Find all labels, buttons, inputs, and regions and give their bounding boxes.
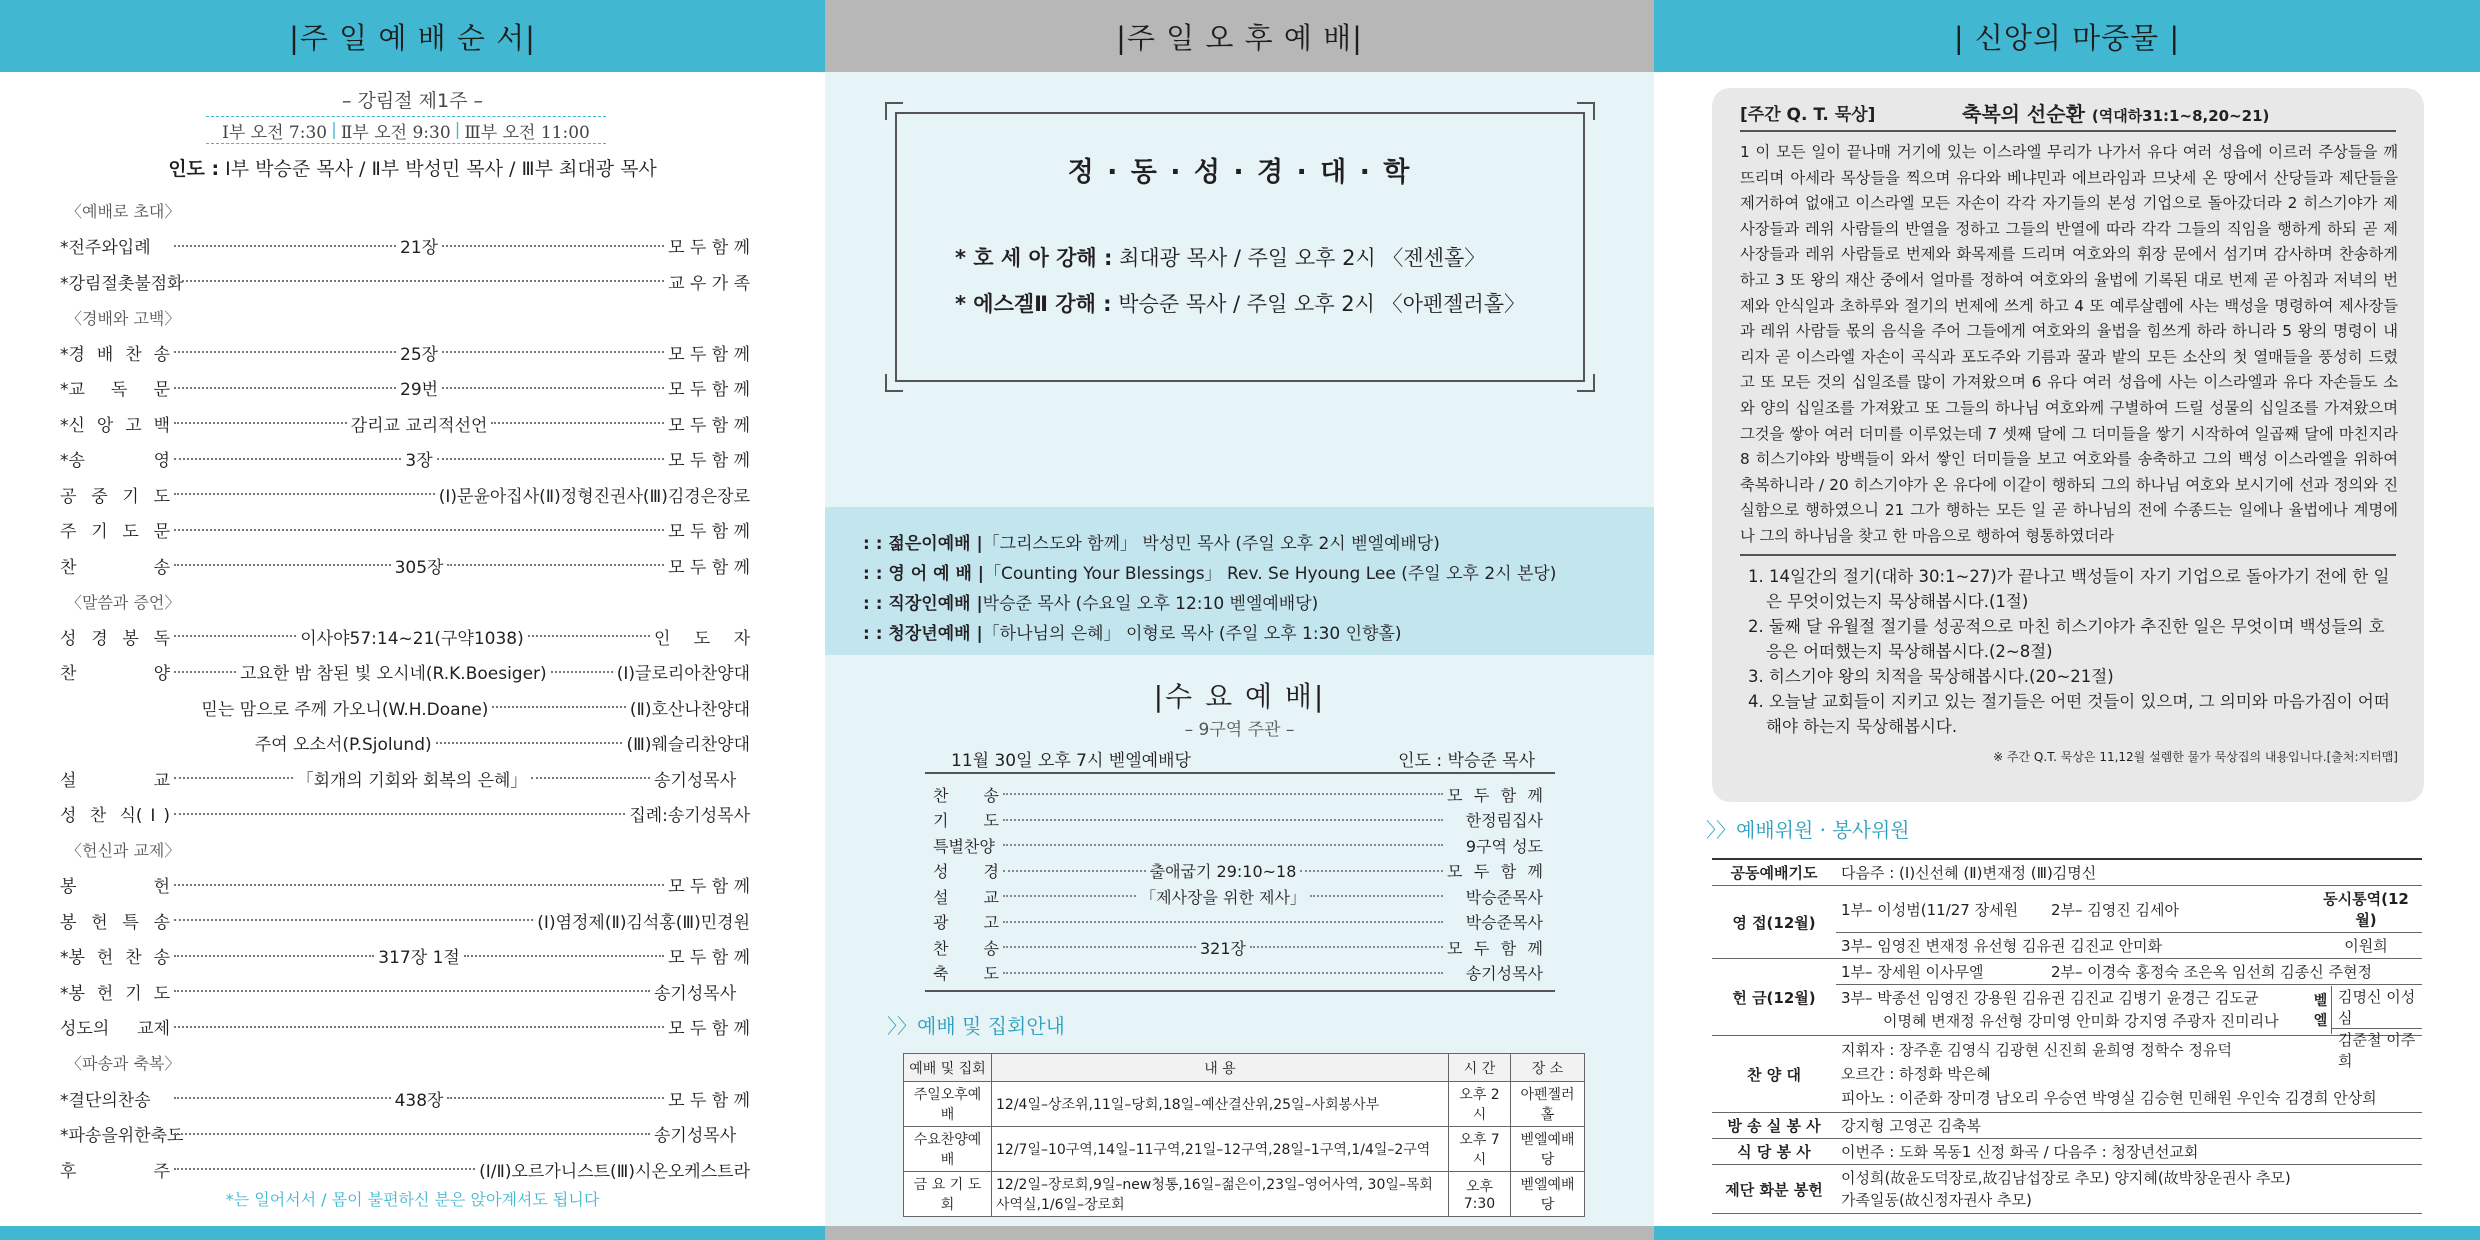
wednesday-item-performer: 한정림집사 xyxy=(1465,811,1543,830)
wednesday-row xyxy=(933,961,1543,985)
order-item-label: 성도의 교제 xyxy=(60,1019,170,1040)
wednesday-item-label: 특별찬양 xyxy=(933,836,995,856)
info-cell: 오후7:30 xyxy=(1449,1172,1511,1217)
order-section-label: 〈경배와 고백〉 xyxy=(66,308,181,328)
servant-key: 식 당 봉 사 xyxy=(1712,1139,1836,1165)
order-item-performer: (Ⅲ)웨슬리찬양대 xyxy=(626,735,751,756)
info-cell: 벧엘예배당 xyxy=(1511,1172,1585,1217)
order-item-performer: 집례:송기성목사 xyxy=(629,806,750,827)
standing-note: *는 일어서서 / 몸이 불편하신 분은 앉아계셔도 됩니다 xyxy=(225,1190,600,1209)
order-item-label: 설 교 xyxy=(60,770,170,791)
wednesday-item-performer: 모 두 함 께 xyxy=(1447,862,1544,881)
service-leaders: 인도 : Ⅰ부 박승준 목사 / Ⅱ부 박성민 목사 / Ⅲ부 최대광 목사 xyxy=(168,158,657,180)
wednesday-date: 11월 30일 오후 7시 벧엘예배당 xyxy=(951,751,1191,771)
info-header-event: 예배 및 집회 xyxy=(904,1054,992,1082)
order-section-label: 〈예배로 초대〉 xyxy=(66,202,181,221)
service-time-3: Ⅲ부 오전 11:00 xyxy=(464,122,590,143)
faith-panel xyxy=(1654,0,2480,1240)
order-item-detail: 21장 xyxy=(400,238,439,259)
order-item-performer: 모 두 함 께 xyxy=(668,415,750,436)
info-cell: 12/4일–상조위,11일–당회,18일–예산결산위,25일–사회봉사부 xyxy=(992,1082,1449,1127)
worship-order-panel xyxy=(0,0,825,1240)
info-cell: 주일오후예배 xyxy=(904,1082,992,1127)
qt-label: [주간 Q. T. 묵상] xyxy=(1740,105,1876,125)
afternoon-worship-panel xyxy=(825,0,1654,1240)
service-adults: : : 청장년예배 |「하나님의 은혜」 이형로 목사 (주일 오후 1:30 인향홀) xyxy=(863,624,1402,644)
order-item-label: *신 앙 고 백 xyxy=(60,415,170,436)
order-item-label: 후 주 xyxy=(60,1161,170,1182)
order-item-detail: 25장 xyxy=(400,344,439,365)
info-cell: 금 요 기 도 회 xyxy=(904,1172,992,1217)
order-item-label: *교 독 문 xyxy=(60,380,170,401)
info-row xyxy=(904,1082,1585,1127)
order-item-detail: 주여 오소서(P.Sjolund) xyxy=(254,735,432,756)
order-item-performer: 인 도 자 xyxy=(654,628,751,649)
info-header-place: 장 소 xyxy=(1511,1054,1585,1082)
bible-college-title: 정 · 동 · 성 · 경 · 대 · 학 xyxy=(825,150,1654,189)
info-cell: 오후 7시 xyxy=(1449,1127,1511,1172)
wednesday-item-label: 축 도 xyxy=(933,964,999,983)
wednesday-item-label: 찬 송 xyxy=(933,938,999,958)
order-item-performer: 모 두 함 께 xyxy=(668,948,751,969)
order-item-label: 주 기 도 문 xyxy=(60,522,170,543)
order-item-detail: 3장 xyxy=(405,451,433,472)
order-section-label: 〈말씀과 증언〉 xyxy=(66,592,181,612)
order-row xyxy=(60,693,750,721)
info-cell: 아펜젤러홀 xyxy=(1511,1082,1585,1127)
info-cell: 오후 2시 xyxy=(1449,1082,1511,1127)
info-header-time: 시 간 xyxy=(1449,1054,1511,1082)
order-item-performer: 모 두 함 께 xyxy=(668,451,750,472)
wednesday-row xyxy=(933,859,1543,883)
order-item-label: *강림절촛불점화 xyxy=(60,273,184,294)
order-row xyxy=(60,445,750,473)
servant-key: 방 송 실 봉 사 xyxy=(1712,1113,1836,1139)
service-times: Ⅰ부 오전 7:30 | Ⅱ부 오전 9:30 | Ⅲ부 오전 11:00 xyxy=(206,116,606,144)
order-item-detail: 「회개의 기회와 회복의 은혜」 xyxy=(296,770,528,791)
order-item-performer: 모 두 함 께 xyxy=(668,1090,750,1111)
order-item-performer: 모 두 함 께 xyxy=(668,238,750,259)
order-item-performer: 모 두 함 께 xyxy=(668,344,750,365)
order-item-performer: 송기성목사 xyxy=(654,770,737,791)
afternoon-services-band xyxy=(825,507,1654,655)
wednesday-item-performer: 9구역 성도 xyxy=(1465,836,1543,856)
wednesday-item-detail: 출애굽기 29:10~18 xyxy=(1149,862,1297,881)
order-item-performer: (Ⅰ)염정제(Ⅱ)김석홍(Ⅲ)민경원 xyxy=(537,912,750,933)
afternoon-worship-header: |주 일 오 후 예 배| xyxy=(825,0,1654,72)
wednesday-row xyxy=(933,935,1543,959)
info-cell: 12/2일–장로회,9일–new청통,16일–젊은이,23일–영어사역, 30일–목회사역실,1/6일–장로회 xyxy=(992,1172,1449,1217)
qt-question: 3. 히스기야 왕의 치적을 묵상해봅시다.(20~21절) xyxy=(1748,667,2114,686)
wednesday-item-performer: 송기성목사 xyxy=(1465,964,1543,983)
order-item-label: *봉 헌 찬 송 xyxy=(60,948,170,969)
order-row xyxy=(60,729,750,757)
qt-box xyxy=(1712,88,2424,802)
order-item-performer: (Ⅰ/Ⅱ)오르가니스트(Ⅲ)시온오케스트라 xyxy=(479,1161,750,1182)
order-item-label: 공 중 기 도 xyxy=(60,486,170,507)
info-cell: 12/7일–10구역,14일–11구역,21일–12구역,28일–1구역,1/4일–2구역 xyxy=(992,1127,1449,1172)
order-row xyxy=(60,516,750,544)
order-item-label: *결단의찬송 xyxy=(60,1090,151,1111)
order-item-label: 성 찬 식(Ⅰ) xyxy=(60,806,170,827)
service-time-1: Ⅰ부 오전 7:30 xyxy=(222,122,328,143)
order-item-detail: 29번 xyxy=(400,380,439,401)
order-item-performer: 교 우 가 족 xyxy=(668,273,750,294)
lecture-hosea: * 호 세 아 강해 : 최대광 목사 / 주일 오후 2시 〈젠센홀〉 xyxy=(955,246,1486,270)
order-item-detail: 317장 1절 xyxy=(378,948,460,969)
order-item-performer: 모 두 함 께 xyxy=(668,1019,750,1040)
service-english: : : 영 어 예 배 |「Counting Your Blessings」 Rev. Se Hyoung Lee (주일 오후 2시 본당) xyxy=(863,564,1557,584)
wednesday-host: – 9구역 주관 – xyxy=(1184,720,1295,740)
info-row xyxy=(904,1127,1585,1172)
order-row xyxy=(60,800,750,828)
order-row xyxy=(60,622,750,650)
order-item-performer: 송기성목사 xyxy=(654,1126,737,1147)
order-row xyxy=(60,480,750,508)
order-row xyxy=(60,942,750,970)
wednesday-item-detail: 321장 xyxy=(1200,938,1246,958)
qt-question: 4. 오늘날 교회들이 지키고 있는 절기들은 어떤 것들이 있으며, 그 의미와 마음가짐이 어떠해야 하는지 묵상해봅시다. xyxy=(1748,692,2390,736)
wednesday-item-performer: 모 두 함 께 xyxy=(1447,785,1543,805)
order-item-performer: 모 두 함 께 xyxy=(668,557,750,578)
order-row xyxy=(60,374,750,402)
order-item-detail: 이사야57:14~21(구약1038) xyxy=(300,628,524,649)
order-item-performer: 모 두 함 께 xyxy=(668,877,750,898)
order-item-label: *봉 헌 기 도 xyxy=(60,983,170,1004)
footer-bar xyxy=(825,1226,1654,1240)
wednesday-item-performer: 박승준목사 xyxy=(1465,887,1544,907)
wednesday-row xyxy=(933,782,1543,806)
order-item-detail: 감리교 교리적선언 xyxy=(350,415,488,436)
season-label: – 강림절 제1주 – xyxy=(342,90,483,112)
servant-key: 찬 양 대 xyxy=(1712,1036,1836,1113)
order-item-performer: 모 두 함 께 xyxy=(668,380,750,401)
wednesday-row xyxy=(933,884,1543,908)
info-section-title: 〉〉예배 및 집회안내 xyxy=(887,1014,1065,1038)
info-cell: 수요찬양예배 xyxy=(904,1127,992,1172)
wednesday-worship-title: |수 요 예 배| xyxy=(1153,680,1326,713)
order-row xyxy=(60,871,750,899)
lecture-ezekiel: * 에스겔Ⅱ 강해 : 박승준 목사 / 주일 오후 2시 〈아펜젤러홀〉 xyxy=(955,292,1526,316)
info-table xyxy=(903,1053,1585,1217)
faith-header: | 신앙의 마중물 | xyxy=(1654,0,2480,72)
wednesday-item-performer: 박승준목사 xyxy=(1465,913,1543,932)
wednesday-row xyxy=(933,833,1543,857)
wednesday-row xyxy=(933,808,1543,832)
worship-order-header: |주 일 예 배 순 서| xyxy=(0,0,825,72)
qt-question: 2. 둘째 달 유월절 절기를 성공적으로 마친 히스기야가 추진한 일은 무엇이며 백성들의 호응은 어떠했는지 묵상해봅시다.(2~8절) xyxy=(1748,617,2385,661)
order-row xyxy=(60,658,750,686)
servant-key: 제단 화분 봉헌 xyxy=(1712,1165,1836,1214)
wednesday-item-label: 성 경 xyxy=(933,862,999,881)
order-row xyxy=(60,409,750,437)
order-item-detail: 305장 xyxy=(394,557,444,578)
qt-source-note: ※ 주간 Q.T. 묵상은 11,12월 설렘한 물가 묵상집의 내용입니다.[출처:지터맵] xyxy=(1993,750,2398,764)
wednesday-item-label: 설 교 xyxy=(933,887,999,907)
info-header-content: 내 용 xyxy=(992,1054,1449,1082)
order-item-detail: 믿는 맘으로 주께 가오니(W.H.Doane) xyxy=(201,699,489,720)
order-row xyxy=(60,1013,750,1041)
order-section-label: 〈헌신과 교제〉 xyxy=(66,841,181,861)
info-row xyxy=(904,1172,1585,1217)
footer-bar xyxy=(0,1226,825,1240)
order-row xyxy=(60,764,750,792)
order-item-performer: (Ⅰ)글로리아찬양대 xyxy=(616,664,750,685)
service-time-2: Ⅱ부 오전 9:30 xyxy=(340,122,451,143)
wednesday-leader: 인도 : 박승준 목사 xyxy=(1398,751,1535,771)
order-item-detail: 고요한 밤 참된 빛 오시네(R.K.Boesiger) xyxy=(240,664,547,685)
wednesday-item-performer: 모 두 함 께 xyxy=(1447,938,1543,958)
qt-question: 1. 14일간의 절기(대하 30:1~27)가 끝나고 백성들이 자기 기업으로 돌아가기 전에 한 일은 무엇이었는지 묵상해봅시다.(1절) xyxy=(1748,567,2390,611)
order-item-label: 성 경 봉 독 xyxy=(60,628,170,649)
order-row xyxy=(60,232,750,260)
order-item-label: *파송을위한축도 xyxy=(60,1126,184,1147)
qt-questions xyxy=(1740,564,2398,739)
order-item-label: 찬 송 xyxy=(60,557,170,578)
wednesday-item-label: 기 도 xyxy=(933,811,999,830)
service-young-adults: : : 젊은이예배 |「그리스도와 함께」 박성민 목사 (주일 오후 2시 벧엘예배당) xyxy=(863,534,1440,554)
order-item-label: *송 영 xyxy=(60,451,170,472)
order-item-label: 봉 헌 특 송 xyxy=(60,912,170,933)
servants-table: 공동예배기도 다음주 : (Ⅰ)신선혜 (Ⅱ)변재정 (Ⅲ)김명신 영 접(12월) 1부– 이성범(11/27 장세원 2부– 김영진 김세아 동시통역(12월) 3부– 임영진 변재정 유선형 김유권 김진교 안미화 이원희 헌 금(12월) 1부– 장세원 이사무엘 2부– 이경숙 홍정숙 조은옥 임선희 김종신 주현정 3부– 박종선 임영진 강용원 김유권 김진교 김병기 윤경근 김도균 이명혜 변재정 유선형 강미영 안미화 강지영 주광자 진미리나 벨 엘 김명신 이성심 김준철 이주희 찬 양 대 지휘자 : 장주훈 김영식 김광현 신진희 윤희영 정학수 정유덕 오르간 : 하정화 박은혜 피아노 : 이준화 장미경 남오리 우승연 박영실 김승현 민해원 우인숙 김경희 안상희 방 송 실 봉 사 강지형 고영곤 김축복 식 당 봉 사 이번주 : 도화 목동1 신정 화곡 / 다음주 : 청장년선교회 제단 화분 봉헌 이성희(故윤도덕장로,故김남섭장로 추모) 양지혜(故박창운권사 추모) 가족일동(故신정자권사 추모) xyxy=(1712,858,2422,1214)
servant-value: 다음주 : (Ⅰ)신선혜 (Ⅱ)변재정 (Ⅲ)김명신 xyxy=(1836,859,2422,886)
wednesday-item-label: 광 고 xyxy=(933,913,999,932)
footer-bar xyxy=(1654,1226,2480,1240)
order-row xyxy=(60,977,750,1005)
order-row xyxy=(60,1155,750,1183)
wednesday-row xyxy=(933,910,1543,934)
servant-key: 영 접(12월) xyxy=(1712,886,1836,959)
order-row xyxy=(60,1120,750,1148)
order-item-performer: 송기성목사 xyxy=(654,983,737,1004)
order-item-label: 봉 헌 xyxy=(60,877,170,898)
order-section-label: 〈파송과 축복〉 xyxy=(66,1054,181,1074)
servant-key: 공동예배기도 xyxy=(1712,859,1836,886)
info-cell: 벧엘예배당 xyxy=(1511,1127,1585,1172)
order-item-label: *전주와입례 xyxy=(60,238,151,259)
order-row xyxy=(60,906,750,934)
order-row xyxy=(60,338,750,366)
servant-key: 헌 금(12월) xyxy=(1712,959,1836,1036)
order-item-performer: (Ⅰ)문윤아집사(Ⅱ)정형진권사(Ⅲ)김경은장로 xyxy=(438,486,750,507)
order-item-label: *경 배 찬 송 xyxy=(60,344,170,365)
order-item-performer: 모 두 함 께 xyxy=(668,522,750,543)
order-item-label: 찬 양 xyxy=(60,664,170,685)
order-row xyxy=(60,551,750,579)
order-row xyxy=(60,267,750,295)
order-item-performer: (Ⅱ)호산나찬양대 xyxy=(629,699,751,720)
qt-scripture: 1 이 모든 일이 끝나매 거기에 있는 이스라엘 무리가 나가서 유다 여러 성읍에 이르러 주상들을 깨뜨리며 아세라 목상들을 찍으며 유다와 베냐민과 에브라임과 므낫세 온 땅에서 산당들과 제단들을 제거하여 없애고 이스라엘 모든 자손이 각각 자기들의 본성 기업으로 돌아갔더라 2 히스기야가 제사장들과 레위 사람들의 반열을 정하고 그들의 반열에 따라 각각 그들의 직임을 행하게 하되 곧 제사장들과 레위 사람들로 번제와 화목제를 드리며 여호와의 휘장 문에서 섬기며 감사하며 찬송하게 하고 3 또 왕의 재산 중에서 얼마를 정하여 여호와의 율법에 기록된 대로 번제 곧 아침과 저녁의 번제와 안식일과 초하루와 절기의 번제에 쓰게 하고 4 또 예루살렘에 사는 백성을 명령하여 제사장들과 레위 사람들 몫의 음식을 주어 그들에게 여호와의 율법을 힘쓰게 하라 하니라 5 왕의 명령이 내리자 곧 이스라엘 자손이 곡식과 포도주와 기름과 꿀과 밭의 모든 소산의 첫 열매들을 풍성히 드렸고 또 모든 것의 십일조를 많이 가져왔으며 6 유다 여러 성읍에 사는 이스라엘과 유다 자손들도 소와 양의 십일조를 가져왔고 또 그들의 하나님 여호와께 구별하여 드릴 성물의 십일조를 가져왔으며 그것을 쌓아 여러 더미를 이루었는데 7 셋째 달에 그 더미들을 쌓기 시작하여 일곱째 달에 마친지라 8 히스기야와 방백들이 와서 쌓인 더미들을 보고 여호와를 송축하고 그의 백성 이스라엘을 위하여 축복하니라 / 20 히스기야가 온 유다에 이같이 행하되 그의 하나님 여호와 보시기에 선과 정의와 진실함으로 행하였으니 21 그가 행하는 모든 일 곧 하나님의 전에 수종드는 일에나 율법에나 계명에나 그의 하나님을 찾고 한 마음으로 행하여 형통하였더라 xyxy=(1740,143,2398,545)
wednesday-item-detail: 「제사장을 위한 제사」 xyxy=(1140,887,1306,907)
service-workers: : : 직장인예배 |박승준 목사 (수요일 오후 12:10 벧엘예배당) xyxy=(863,594,1319,614)
order-row xyxy=(60,1084,750,1112)
qt-title: 축복의 선순환 (역대하31:1~8,20~21) xyxy=(1962,102,2270,126)
wednesday-item-label: 찬 송 xyxy=(933,785,999,805)
servants-section-title: 〉〉예배위원 · 봉사위원 xyxy=(1706,818,1910,842)
order-item-detail: 438장 xyxy=(394,1090,444,1111)
wednesday-info xyxy=(925,744,1555,774)
